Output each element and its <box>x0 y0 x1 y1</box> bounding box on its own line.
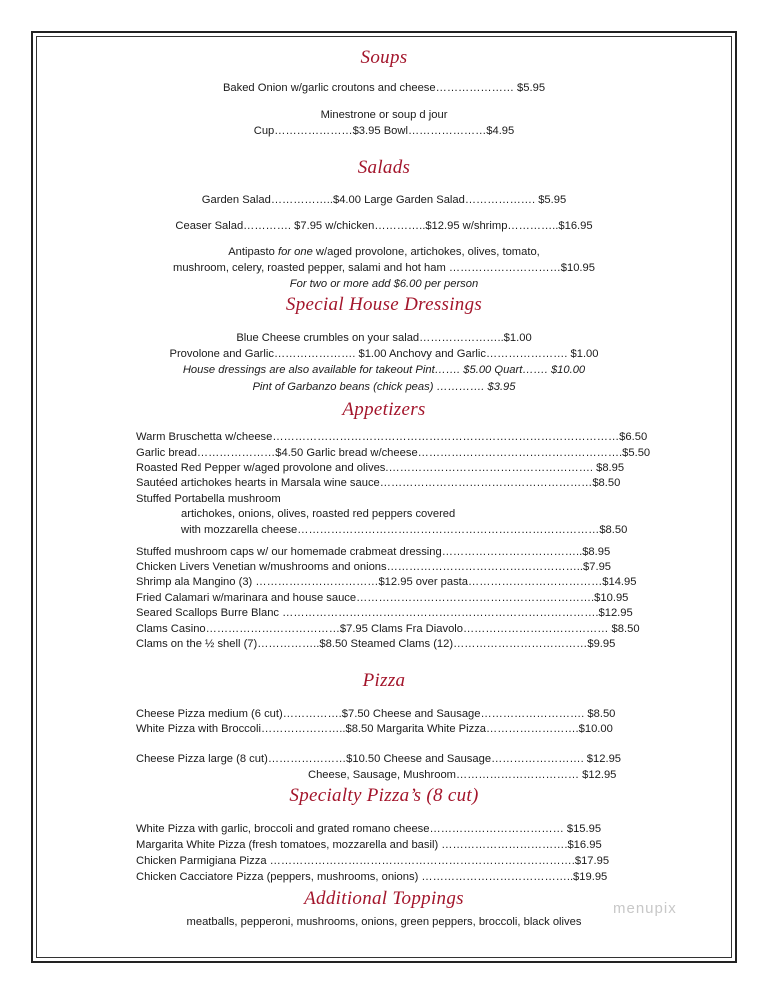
specialty-margarita: Margarita White Pizza (fresh tomatoes, mozzarella and basil) …………………………….$16.95 <box>136 839 602 851</box>
menupix-watermark: menupix <box>613 900 677 917</box>
specialty-heading: Specialty Pizza’s (8 cut) <box>289 785 479 806</box>
salads-heading: Salads <box>357 157 411 178</box>
antipasto-text: Antipasto for one w/aged provolone, artichokes, olives, tomato, <box>228 246 540 258</box>
soups-heading: Soups <box>360 47 408 68</box>
app-artichokes: Sautéed artichokes hearts in Marsala wine sauce…………………………………………………$8.50 <box>136 477 621 489</box>
toppings-heading: Additional Toppings <box>304 888 464 909</box>
app-clams-shell: Clams on the ½ shell (7)……………..$8.50 Steamed Clams (12)………………………………$9.95 <box>136 638 616 650</box>
app-portabella-desc: artichokes, onions, olives, roasted red peppers covered <box>181 508 456 520</box>
app-portabella: Stuffed Portabella mushroom <box>136 493 281 505</box>
app-garlic-bread: Garlic bread…………………$4.50 Garlic bread w/cheese……………………………………………….$5.50 <box>136 447 651 459</box>
app-mushroom-caps: Stuffed mushroom caps w/ our homemade crabmeat dressing………………………………..$8.95 <box>136 546 611 558</box>
app-roasted-pepper: Roasted Red Pepper w/aged provolone and olives.………………………………………………. $8.95 <box>136 462 625 474</box>
soup-cup-bowl: Cup…………………$3.95 Bowl…………………$4.95 <box>253 125 515 137</box>
dressings-heading: Special House Dressings <box>285 294 483 315</box>
specialty-cacciatore: Chicken Cacciatore Pizza (peppers, mushrooms, onions) …………………………………..$19.95 <box>136 871 608 883</box>
dressing-takeout: House dressings are also available for takeout Pint……. $5.00 Quart……. $10.00 <box>182 364 586 376</box>
app-shrimp: Shrimp ala Mangino (3) ……………………………$12.95 over pasta………………………………$14.95 <box>136 576 637 588</box>
appetizers-heading: Appetizers <box>342 399 426 420</box>
specialty-white-garlic: White Pizza with garlic, broccoli and grated romano cheese……………………………… $15.95 <box>136 823 602 835</box>
pizza-large: Cheese Pizza large (8 cut)…………………$10.50 Cheese and Sausage……………………. $12.95 <box>136 753 622 765</box>
toppings-list: meatballs, pepperoni, mushrooms, onions, green peppers, broccoli, black olives <box>186 916 582 928</box>
app-portabella-price: with mozzarella cheese………………………………………………………………………$8.50 <box>181 524 628 536</box>
salad-ceaser: Ceaser Salad…………. $7.95 w/chicken…………..$12.95 w/shrimp…………..$16.95 <box>175 220 593 232</box>
app-chicken-livers: Chicken Livers Venetian w/mushrooms and onions……………………………………………..$7.95 <box>136 561 612 573</box>
salad-antipasto-2: mushroom, celery, roasted pepper, salami and hot ham …………………………$10.95 <box>173 262 595 274</box>
soup-baked-onion: Baked Onion w/garlic croutons and cheese………………… $5.95 <box>222 82 546 94</box>
dressing-garbanzo: Pint of Garbanzo beans (chick peas) …………. $3.95 <box>252 381 516 393</box>
salad-antipasto-1 <box>0 245 768 259</box>
app-calamari: Fried Calamari w/marinara and house sauce……………………………………………………….$10.95 <box>136 592 629 604</box>
salad-garden: Garden Salad……………..$4.00 Large Garden Salad………………. $5.95 <box>201 194 567 206</box>
dressing-provolone-anchovy: Provolone and Garlic…………………. $1.00 Anchovy and Garlic…………………. $1.00 <box>169 348 599 360</box>
salad-antipasto-two: For two or more add $6.00 per person <box>289 278 479 290</box>
pizza-medium: Cheese Pizza medium (6 cut)…………….$7.50 Cheese and Sausage………………………. $8.50 <box>136 708 616 720</box>
pizza-cheese-sausage-mushroom: Cheese, Sausage, Mushroom…………………………… $12.95 <box>308 769 617 781</box>
soup-minestrone: Minestrone or soup d jour <box>320 109 448 121</box>
app-bruschetta: Warm Bruschetta w/cheese…………………………………………………………………………………$6.50 <box>136 431 648 443</box>
pizza-white-broccoli: White Pizza with Broccoli…………………..$8.50 Margarita White Pizza…………………….$10.00 <box>136 723 613 735</box>
app-scallops: Seared Scallops Burre Blanc ………………………………………………………………………….$12.95 <box>136 607 633 619</box>
dressing-blue-cheese: Blue Cheese crumbles on your salad…………………..$1.00 <box>236 332 532 344</box>
pizza-heading: Pizza <box>362 670 406 691</box>
app-clams-casino: Clams Casino………………………………$7.95 Clams Fra Diavolo………………………………… $8.50 <box>136 623 640 635</box>
specialty-parmigiana: Chicken Parmigiana Pizza ……………………………………………………………………….$17.95 <box>136 855 610 867</box>
